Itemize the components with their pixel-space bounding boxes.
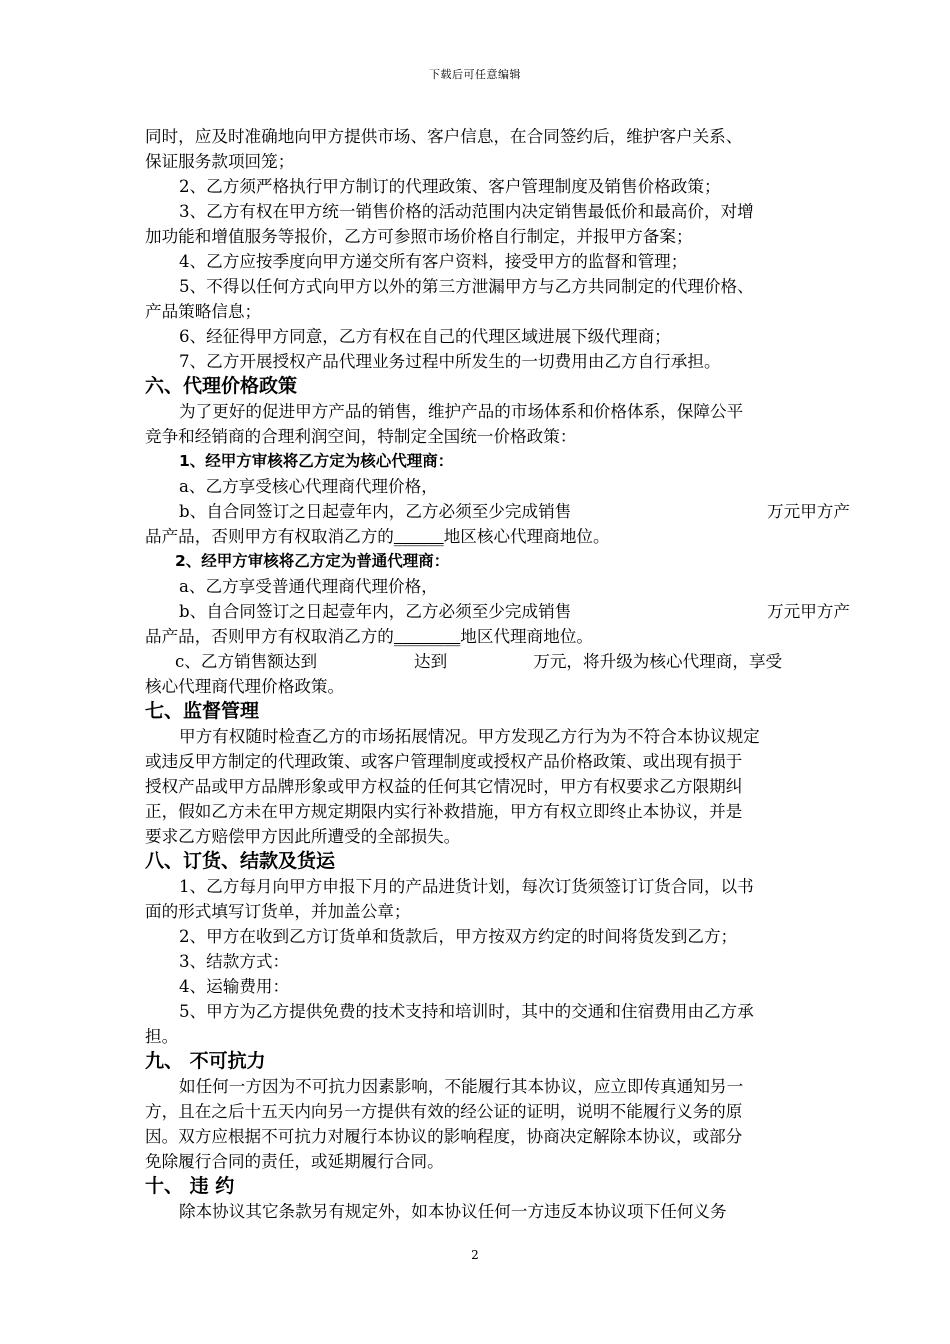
paragraph-line: 为了更好的促进甲方产品的销售，维护产品的市场体系和价格体系，保障公平 — [179, 402, 744, 421]
section-heading-ordering: 八、订货、结款及货运 — [145, 850, 336, 872]
text-span: 品产品，否则甲方有权取消乙方的 — [145, 627, 394, 646]
page-header: 下载后可任意编辑 — [429, 68, 521, 81]
paragraph-line: 4、运输费用： — [179, 977, 290, 996]
paragraph-line: 2、乙方须严格执行甲方制订的代理政策、客户管理制度及销售价格政策； — [179, 177, 721, 196]
paragraph-line: 产品策略信息； — [145, 302, 262, 321]
text-span: 万元甲方产 — [767, 502, 850, 521]
paragraph-line: 2、甲方在收到乙方订货单和货款后，甲方按双方约定的时间将货发到乙方； — [179, 927, 738, 946]
paragraph-line: 同时，应及时准确地向甲方提供市场、客户信息，在合同签约后，维护客户关系、 — [145, 127, 743, 146]
obligations-list — [145, 124, 850, 374]
paragraph-line: 保证服务款项回笼； — [145, 152, 295, 171]
page-number: 2 — [471, 1248, 479, 1262]
paragraph-line: 3、乙方有权在甲方统一销售价格的活动范围内决定销售最低价和最高价，对增 — [179, 202, 754, 221]
text-span: 万元，将升级为核心代理商，享受 — [533, 652, 783, 671]
text-span: c、乙方销售额达到 — [175, 652, 318, 671]
document-body — [145, 124, 850, 1224]
paragraph-line: 核心代理商代理价格政策。 — [145, 677, 345, 696]
paragraph-line: 竞争和经销商的合理利润空间，特制定全国统一价格政策： — [145, 427, 577, 446]
section-heading-force-majeure: 九、 不可抗力 — [145, 1050, 266, 1072]
paragraph-line: 6、经征得甲方同意，乙方有权在自己的代理区域进展下级代理商； — [179, 327, 671, 346]
paragraph-line: 授权产品或甲方品牌形象或甲方权益的任何其它情况时，甲方有权要求乙方限期纠 — [145, 777, 743, 796]
text-span: 地区核心代理商地位。 — [443, 527, 610, 546]
paragraph-line: 7、乙方开展授权产品代理业务过程中所发生的一切费用由乙方自行承担。 — [179, 352, 721, 371]
section-heading-breach: 十、 违 约 — [145, 1175, 235, 1197]
paragraph-line: a、乙方享受普通代理商代理价格， — [179, 577, 438, 596]
paragraph-line: 面的形式填写订货单，并加盖公章； — [145, 902, 411, 921]
paragraph-line: 正，假如乙方未在甲方规定期限内实行补救措施，甲方有权立即终止本协议，并是 — [145, 802, 743, 821]
supervision-paragraph — [145, 724, 850, 849]
paragraph-line: 因。双方应根据不可抗力对履行本协议的影响程度，协商决定解除本协议，或部分 — [145, 1127, 743, 1146]
paragraph-line: 5、甲方为乙方提供免费的技术支持和培训时，其中的交通和住宿费用由乙方承 — [179, 1002, 754, 1021]
paragraph-line: 免除履行合同的责任，或延期履行合同。 — [145, 1152, 444, 1171]
paragraph-line: 担。 — [145, 1027, 179, 1046]
paragraph-line: 甲方有权随时检查乙方的市场拓展情况。甲方发现乙方行为为不符合本协议规定 — [179, 727, 760, 746]
text-span: 万元甲方产 — [767, 602, 850, 621]
paragraph-line — [145, 524, 850, 549]
blank-field: ________ — [393, 627, 461, 646]
paragraph-line: 或违反甲方制定的代理政策、或客户管理制度或授权产品价格政策、或出现有损于 — [145, 752, 743, 771]
section-heading-supervision: 七、监督管理 — [145, 700, 260, 722]
text-span: b、自合同签订之日起壹年内，乙方必须至少完成销售 — [179, 602, 572, 621]
paragraph-line: 加功能和增值服务等报价，乙方可参照市场价格自行制定，并报甲方备案； — [145, 227, 693, 246]
paragraph-line: 方，且在之后十五天内向另一方提供有效的经公证的证明，说明不能履行义务的原 — [145, 1102, 743, 1121]
paragraph-line — [145, 624, 850, 649]
paragraph-line: a、乙方享受核心代理商代理价格， — [179, 477, 438, 496]
paragraph-line: 5、不得以任何方式向甲方以外的第三方泄漏甲方与乙方共同制定的代理价格、 — [179, 277, 754, 296]
subheading-regular-agent: 2、经甲方审核将乙方定为普通代理商： — [175, 552, 450, 570]
blank-field: ______ — [393, 527, 444, 546]
paragraph-line: 要求乙方赔偿甲方因此所遭受的全部损失。 — [145, 827, 461, 846]
paragraph-line — [145, 599, 850, 624]
text-span: b、自合同签订之日起壹年内，乙方必须至少完成销售 — [179, 502, 572, 521]
text-span: 品产品，否则甲方有权取消乙方的 — [145, 527, 394, 546]
paragraph-line: 3、结款方式： — [179, 952, 290, 971]
paragraph-line: 如任何一方因为不可抗力因素影响，不能履行其本协议，应立即传真通知另一 — [179, 1077, 744, 1096]
paragraph-line — [145, 499, 850, 524]
paragraph-line: 1、乙方每月向甲方申报下月的产品进货计划，每次订货须签订订货合同，以书 — [179, 877, 754, 896]
text-span: 达到 — [414, 652, 448, 671]
subheading-core-agent: 1、经甲方审核将乙方定为核心代理商： — [179, 452, 454, 470]
paragraph-line — [145, 649, 850, 674]
text-span: 地区代理商地位。 — [460, 627, 594, 646]
section-heading-price-policy: 六、代理价格政策 — [145, 375, 298, 397]
paragraph-line: 4、乙方应按季度向甲方递交所有客户资料，接受甲方的监督和管理； — [179, 252, 688, 271]
paragraph-line: 除本协议其它条款另有规定外，如本协议任何一方违反本协议项下任何义务 — [179, 1202, 727, 1221]
